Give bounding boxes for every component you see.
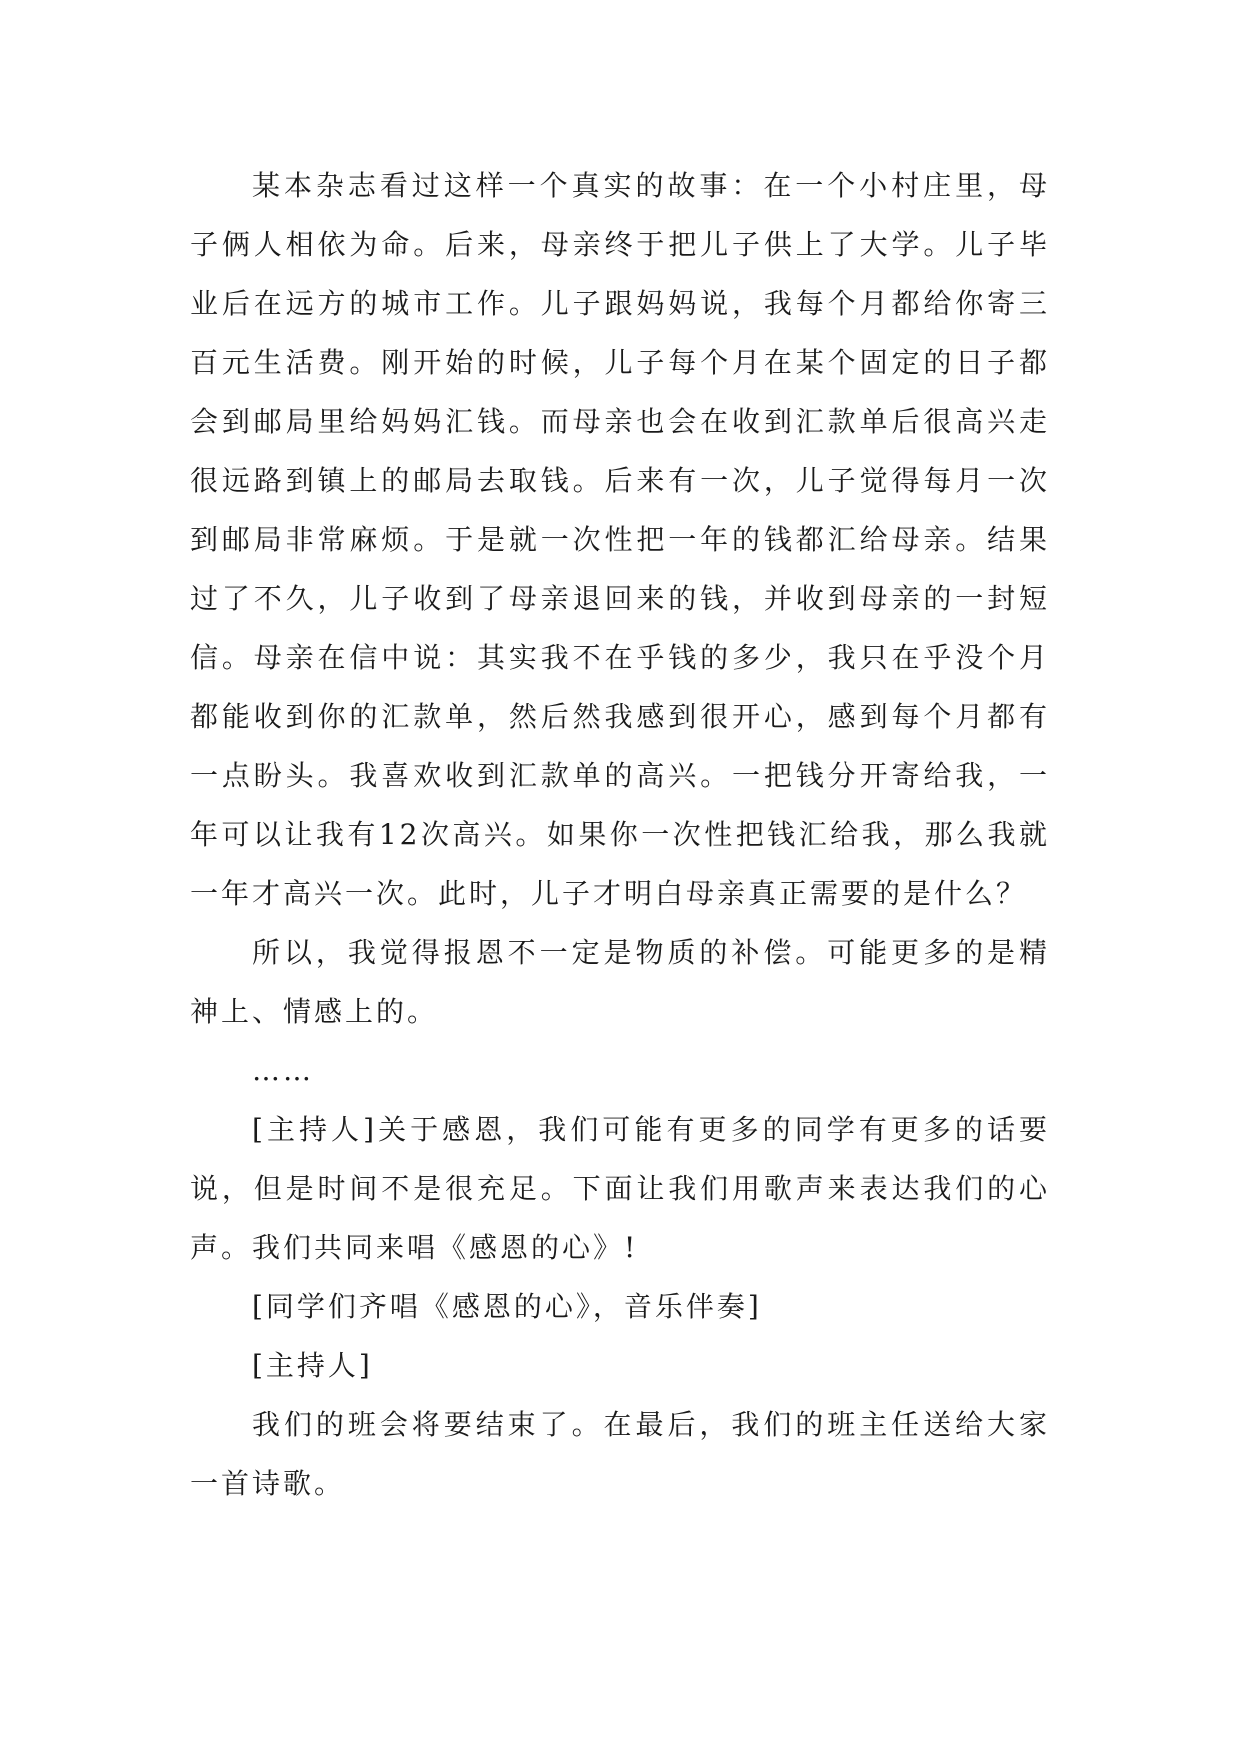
host-label: [主持人] [252,1349,373,1382]
stage-direction: [同学们齐唱《感恩的心》，音乐伴奏] [252,1290,762,1323]
closing-paragraph: 我们的班会将要结束了。在最后，我们的班主任送给大家一首诗歌。 [190,1408,1050,1500]
host-speech-paragraph: [主持人]关于感恩，我们可能有更多的同学有更多的话要说，但是时间不是很充足。下面让我们用歌声来表达我们的心声。我们共同来唱《感恩的心》! [190,1113,1050,1264]
ellipsis-line: …… [252,1054,314,1087]
document-body [190,156,1050,1513]
reflection-paragraph: 所以，我觉得报恩不一定是物质的补偿。可能更多的是精神上、情感上的。 [190,936,1050,1028]
story-paragraph: 某本杂志看过这样一个真实的故事：在一个小村庄里，母子俩人相依为命。后来，母亲终于把儿子供上了大学。儿子毕业后在远方的城市工作。儿子跟妈妈说，我每个月都给你寄三百元生活费。刚开始的时候，儿子每个月在某个固定的日子都会到邮局里给妈妈汇钱。而母亲也会在收到汇款单后很高兴走很远路到镇上的邮局去取钱。后来有一次，儿子觉得每月一次到邮局非常麻烦。于是就一次性把一年的钱都汇给母亲。结果过了不久，儿子收到了母亲退回来的钱，并收到母亲的一封短信。母亲在信中说：其实我不在乎钱的多少，我只在乎没个月都能收到你的汇款单，然后然我感到很开心，感到每个月都有一点盼头。我喜欢收到汇款单的高兴。一把钱分开寄给我，一年可以让我有12次高兴。如果你一次性把钱汇给我，那么我就一年才高兴一次。此时，儿子才明白母亲真正需要的是什么？ [190,169,1050,910]
